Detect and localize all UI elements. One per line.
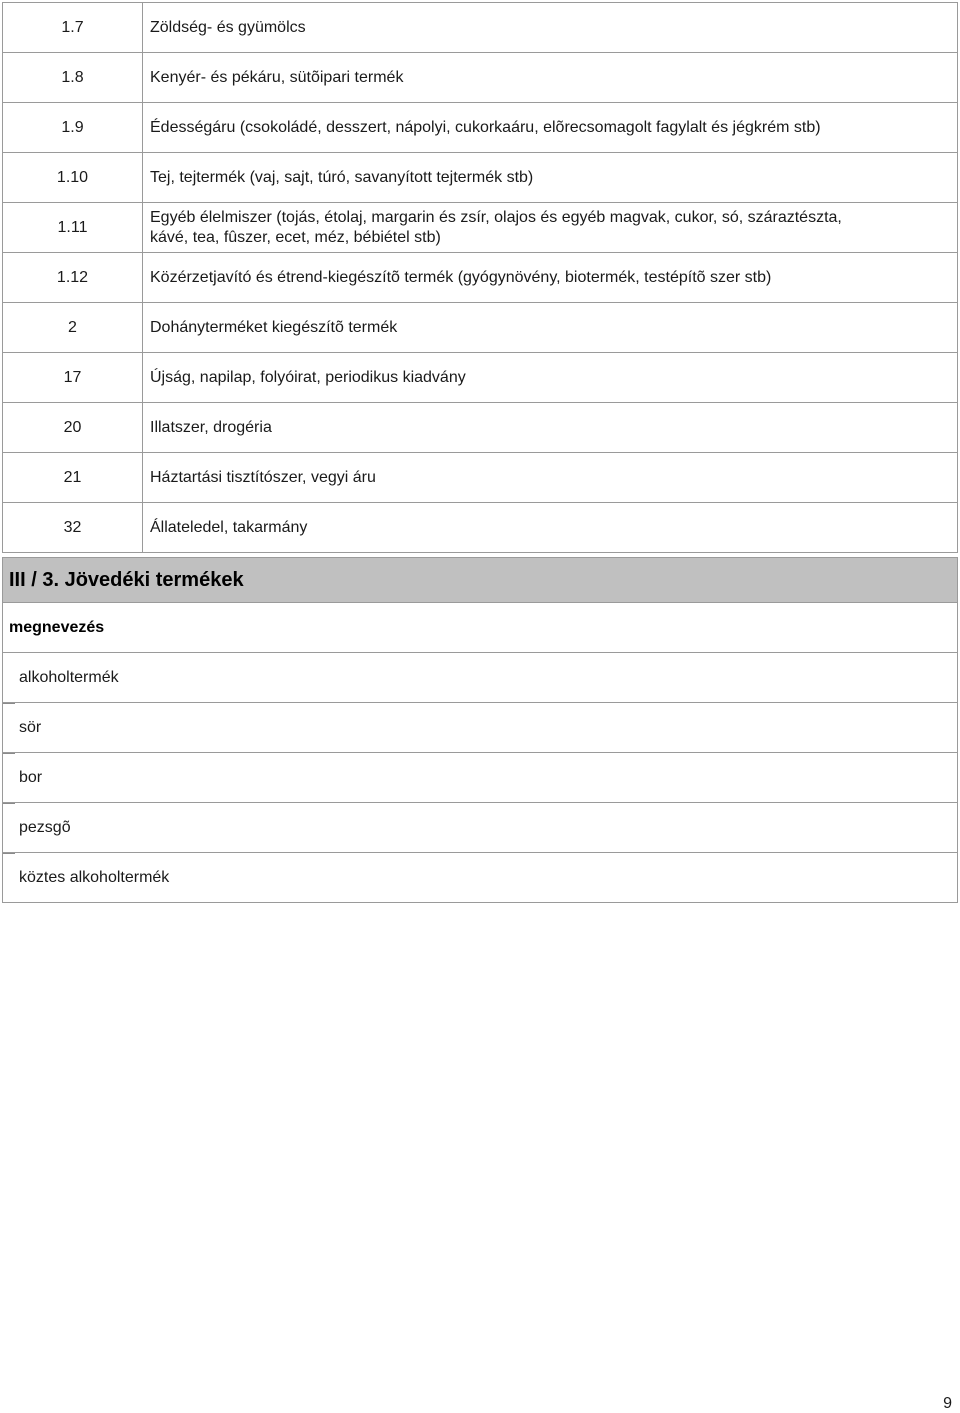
category-code: 20 bbox=[3, 403, 143, 453]
list-item bbox=[3, 753, 958, 803]
section-heading-row bbox=[3, 558, 958, 603]
divider-tick bbox=[3, 803, 15, 804]
excise-item-label: sör bbox=[19, 718, 42, 736]
category-code: 1.12 bbox=[3, 253, 143, 303]
table-row bbox=[3, 3, 958, 53]
category-code: 17 bbox=[3, 353, 143, 403]
category-code: 2 bbox=[3, 303, 143, 353]
table-row bbox=[3, 53, 958, 103]
excise-item-label: alkoholtermék bbox=[19, 668, 119, 686]
table-row bbox=[3, 103, 958, 153]
category-name: Állateledel, takarmány bbox=[143, 503, 958, 553]
category-name: Zöldség- és gyümölcs bbox=[143, 3, 958, 53]
excise-item bbox=[3, 753, 958, 803]
list-item bbox=[3, 653, 958, 703]
category-name: Dohányterméket kiegészítõ termék bbox=[143, 303, 958, 353]
table-row bbox=[3, 403, 958, 453]
category-code: 21 bbox=[3, 453, 143, 503]
category-code: 1.9 bbox=[3, 103, 143, 153]
category-name: Tej, tejtermék (vaj, sajt, túró, savanyított tejtermék stb) bbox=[143, 153, 958, 203]
table-row bbox=[3, 503, 958, 553]
table-row bbox=[3, 153, 958, 203]
section-title: III / 3. Jövedéki termékek bbox=[3, 558, 958, 603]
table-row bbox=[3, 453, 958, 503]
excise-item-label: pezsgõ bbox=[19, 818, 71, 836]
category-code: 32 bbox=[3, 503, 143, 553]
excise-item-label: köztes alkoholtermék bbox=[19, 868, 170, 886]
page-number: 9 bbox=[943, 1395, 952, 1412]
category-code: 1.8 bbox=[3, 53, 143, 103]
table-row bbox=[3, 303, 958, 353]
category-name: Közérzetjavító és étrend-kiegészítõ termék (gyógynövény, biotermék, testépítõ szer stb) bbox=[143, 253, 958, 303]
excise-products-table bbox=[2, 557, 958, 903]
category-code: 1.11 bbox=[3, 203, 143, 253]
excise-item bbox=[3, 853, 958, 903]
excise-item bbox=[3, 703, 958, 753]
divider-tick bbox=[3, 753, 15, 754]
excise-item bbox=[3, 653, 958, 703]
category-name-line: kávé, tea, fûszer, ecet, méz, bébiétel stb) bbox=[150, 228, 441, 246]
excise-item-label: bor bbox=[19, 768, 43, 786]
category-name bbox=[143, 203, 958, 253]
category-name: Édességáru (csokoládé, desszert, nápolyi, cukorkaáru, elõrecsomagolt fagylalt és jégkrém stb) bbox=[143, 103, 958, 153]
list-item bbox=[3, 803, 958, 853]
table-row bbox=[3, 203, 958, 253]
category-code: 1.10 bbox=[3, 153, 143, 203]
category-name-line: Egyéb élelmiszer (tojás, étolaj, margarin és zsír, olajos és egyéb magvak, cukor, só, száraztészta, bbox=[150, 208, 842, 226]
column-header-row bbox=[3, 603, 958, 653]
list-item bbox=[3, 853, 958, 903]
category-name: Újság, napilap, folyóirat, periodikus kiadvány bbox=[143, 353, 958, 403]
category-name: Háztartási tisztítószer, vegyi áru bbox=[143, 453, 958, 503]
excise-item bbox=[3, 803, 958, 853]
category-name: Illatszer, drogéria bbox=[143, 403, 958, 453]
divider-tick bbox=[3, 703, 15, 704]
category-code: 1.7 bbox=[3, 3, 143, 53]
table-row bbox=[3, 353, 958, 403]
category-name: Kenyér- és pékáru, sütõipari termék bbox=[143, 53, 958, 103]
goods-category-table bbox=[2, 2, 958, 553]
divider-tick bbox=[3, 853, 15, 854]
list-item bbox=[3, 703, 958, 753]
table-row bbox=[3, 253, 958, 303]
column-header: megnevezés bbox=[3, 603, 958, 653]
